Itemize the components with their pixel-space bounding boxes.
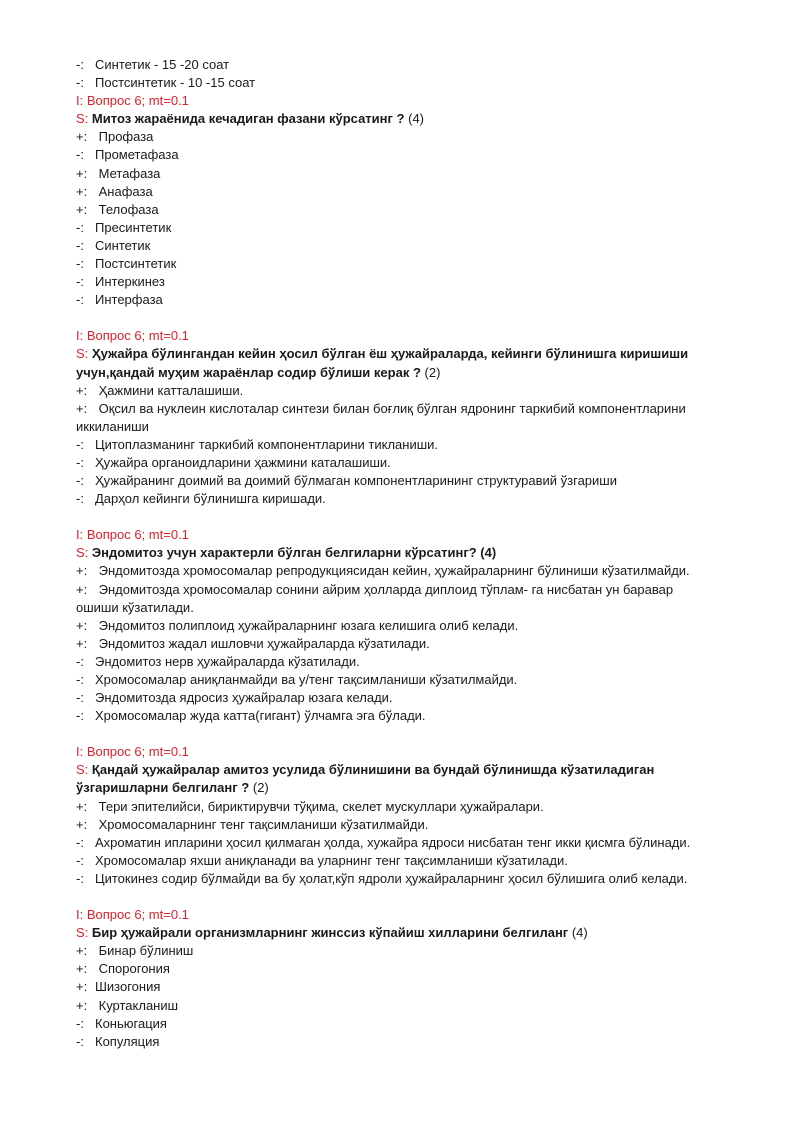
answer-option: -: Интерфаза bbox=[76, 292, 163, 308]
answer-option: -: Эндомитозда ядросиз ҳужайралар юзага келади. bbox=[76, 690, 393, 706]
question-header: I: Вопрос 6; mt=0.1 bbox=[76, 744, 189, 760]
answer-option: +: Эндомитоз жадал ишловчи ҳужайраларда кўзатилади. bbox=[76, 635, 430, 651]
answer-option: +: Профаза bbox=[76, 129, 154, 145]
question-text-cont: ўзгаришларни белгиланг ? (2) bbox=[76, 780, 269, 796]
question-header: I: Вопрос 6; mt=0.1 bbox=[76, 93, 189, 109]
document-page bbox=[76, 56, 726, 1051]
answer-option: -: Прометафаза bbox=[76, 147, 179, 163]
answer-option: -: Ҳужайра органоидларини ҳажмини каталашиши. bbox=[76, 454, 391, 470]
block-spacer bbox=[76, 725, 726, 743]
answer-option: +: Шизогония bbox=[76, 979, 161, 995]
block-spacer bbox=[76, 309, 726, 327]
answer-option: +: Ҳажмини катталашиши. bbox=[76, 382, 244, 398]
answer-option: -: Цитоплазманинг таркибий компонентларини тикланиши. bbox=[76, 436, 439, 452]
answer-option: -: Пресинтетик bbox=[76, 219, 172, 235]
answer-option: -: Хромосомалар жуда катта(гигант) ўлчамга эга бўлади. bbox=[76, 708, 426, 724]
answer-option: -: Копуляция bbox=[76, 1033, 160, 1049]
question-header: I: Вопрос 6; mt=0.1 bbox=[76, 907, 189, 923]
answer-option: -: Постсинтетик - 10 -15 соат bbox=[76, 75, 256, 91]
answer-option: -: Синтетик bbox=[76, 237, 151, 253]
question-text: S: Митоз жараёнида кечадиган фазани кўрсатинг ? (4) bbox=[76, 111, 424, 127]
answer-option-cont: ошиши кўзатилади. bbox=[76, 599, 194, 615]
answer-option: -: Ҳужайранинг доимий ва доимий бўлмаган компонентларининг структуравий ўзгариши bbox=[76, 473, 617, 489]
block-spacer bbox=[76, 508, 726, 526]
answer-option: +: Телофаза bbox=[76, 201, 159, 217]
answer-option: +: Эндомитозда хромосомалар репродукциясидан кейин, ҳужайраларнинг бўлиниши кўзатилмайди. bbox=[76, 563, 690, 579]
answer-option: +: Хромосомаларнинг тенг тақсимланиши кўзатилмайди. bbox=[76, 816, 429, 832]
question-text: S: Қандай ҳужайралар амитоз усулида бўлинишини ва бундай бўлинишда кўзатиладиган bbox=[76, 762, 655, 778]
answer-option: -: Коньюгация bbox=[76, 1015, 167, 1031]
answer-option: -: Синтетик - 15 -20 соат bbox=[76, 57, 230, 72]
answer-option: -: Хромосомалар аниқланмайди ва у/тенг тақсимланиши кўзатилмайди. bbox=[76, 672, 518, 687]
answer-option: +: Метафаза bbox=[76, 165, 161, 181]
answer-option: -: Дарҳол кейинги бўлинишга киришади. bbox=[76, 491, 326, 507]
answer-option: +: Тери эпителийси, бириктирувчи тўқима, скелет мускуллари ҳужайралари. bbox=[76, 798, 544, 814]
question-text: S: Ҳужайра бўлингандан кейин ҳосил бўлган ёш ҳужайраларда, кейинги бўлинишга киришиши bbox=[76, 346, 689, 362]
question-text: S: Бир ҳужайрали организмларнинг жинссиз кўпайиш хилларини белгиланг (4) bbox=[76, 925, 588, 941]
answer-option: +: Оқсил ва нуклеин кислоталар синтези билан боғлиқ бўлган ядронинг таркибий компонентларини bbox=[76, 400, 686, 416]
answer-option: +: Эндомитоз полиплоид ҳужайраларнинг юзага келишига олиб келади. bbox=[76, 617, 519, 633]
answer-option: -: Хромосомалар яхши аниқланади ва уларнинг тенг тақсимланиши кўзатилади. bbox=[76, 852, 568, 868]
question-text-cont: учун,қандай муҳим жараёнлар содир бўлиши керак ? (2) bbox=[76, 364, 441, 380]
answer-option-cont: иккиланиши bbox=[76, 418, 149, 434]
answer-option: +: Спорогония bbox=[76, 961, 170, 977]
answer-option: +: Анафаза bbox=[76, 183, 153, 199]
question-header: I: Вопрос 6; mt=0.1 bbox=[76, 328, 189, 344]
block-spacer bbox=[76, 888, 726, 906]
answer-option: +: Бинар бўлиниш bbox=[76, 943, 194, 959]
answer-option: -: Ахроматин ипларини ҳосил қилмаган ҳолда, хужайра ядроси нисбатан тенг икки қисмга бўлинади. bbox=[76, 834, 691, 850]
answer-option: +: Эндомитозда хромосомалар сонини айрим ҳолларда диплоид тўплам- га нисбатан ун баравар bbox=[76, 581, 674, 597]
answer-option: -: Интеркинез bbox=[76, 274, 165, 290]
question-header: I: Вопрос 6; mt=0.1 bbox=[76, 527, 189, 543]
answer-option: -: Постсинтетик bbox=[76, 256, 177, 272]
question-text: S: Эндомитоз учун характерли бўлган белгиларни кўрсатинг? (4) bbox=[76, 545, 497, 561]
answer-option: -: Эндомитоз нерв ҳужайраларда кўзатилади. bbox=[76, 653, 360, 669]
answer-option: -: Цитокинез содир бўлмайди ва бу ҳолат,кўп ядроли ҳужайраларнинг ҳосил бўлишига олиб келади. bbox=[76, 870, 688, 886]
answer-option: +: Куртакланиш bbox=[76, 997, 179, 1013]
